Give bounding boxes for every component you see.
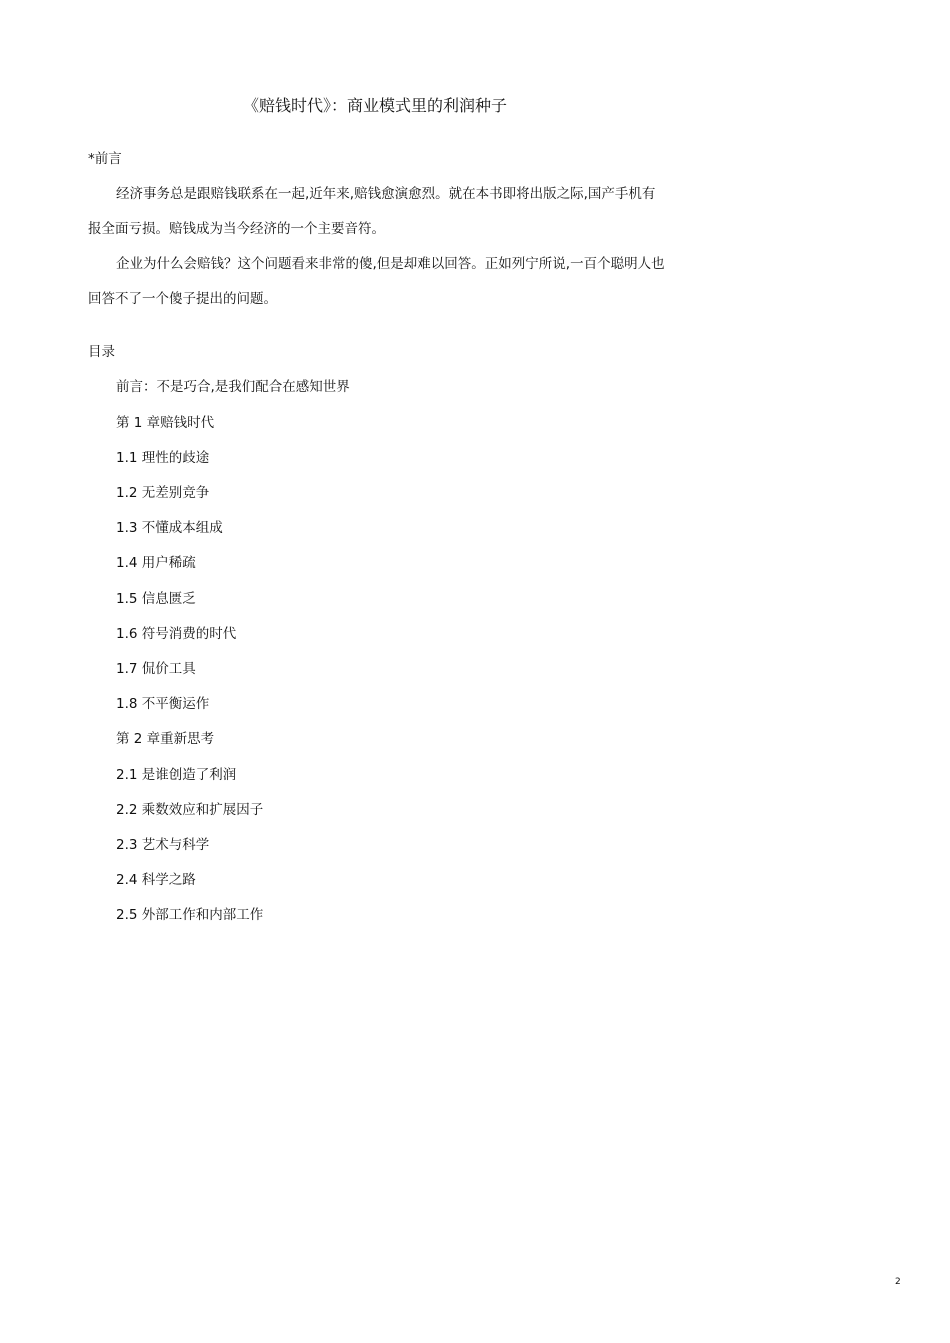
preface-paragraph-1-line-2: 报全面亏损。赔钱成为当今经济的一个主要音符。: [88, 221, 385, 237]
toc-item: 2.3 艺术与科学: [116, 837, 210, 853]
preface-paragraph-2-line-1: 企业为什么会赔钱？这个问题看来非常的傻,但是却难以回答。正如列宁所说,一百个聪明人也: [116, 256, 665, 272]
document-title: 《赔钱时代》：商业模式里的利润种子: [243, 96, 508, 115]
toc-item: 1.6 符号消费的时代: [116, 626, 237, 642]
preface-heading: *前言: [88, 151, 122, 167]
preface-paragraph-2-line-2: 回答不了一个傻子提出的问题。: [88, 291, 277, 307]
toc-item: 2.2 乘数效应和扩展因子: [116, 802, 264, 818]
toc-item: 1.2 无差别竞争: [116, 485, 210, 501]
toc-item: 前言：不是巧合,是我们配合在感知世界: [116, 379, 350, 395]
page-number: 2: [895, 1277, 901, 1287]
preface-paragraph-1-line-1: 经济事务总是跟赔钱联系在一起,近年来,赔钱愈演愈烈。就在本书即将出版之际,国产手机有: [116, 186, 656, 202]
toc-heading: 目录: [88, 344, 115, 360]
toc-item: 1.5 信息匮乏: [116, 591, 196, 607]
toc-item: 第 2 章重新思考: [116, 731, 215, 747]
toc-item: 1.8 不平衡运作: [116, 696, 210, 712]
toc-item: 1.4 用户稀疏: [116, 555, 196, 571]
toc-item: 2.4 科学之路: [116, 872, 196, 888]
toc-item: 第 1 章赔钱时代: [116, 415, 215, 431]
toc-item: 1.1 理性的歧途: [116, 450, 210, 466]
toc-item: 1.7 侃价工具: [116, 661, 196, 677]
toc-item: 2.1 是谁创造了利润: [116, 767, 237, 783]
toc-item: 2.5 外部工作和内部工作: [116, 907, 264, 923]
toc-item: 1.3 不懂成本组成: [116, 520, 223, 536]
